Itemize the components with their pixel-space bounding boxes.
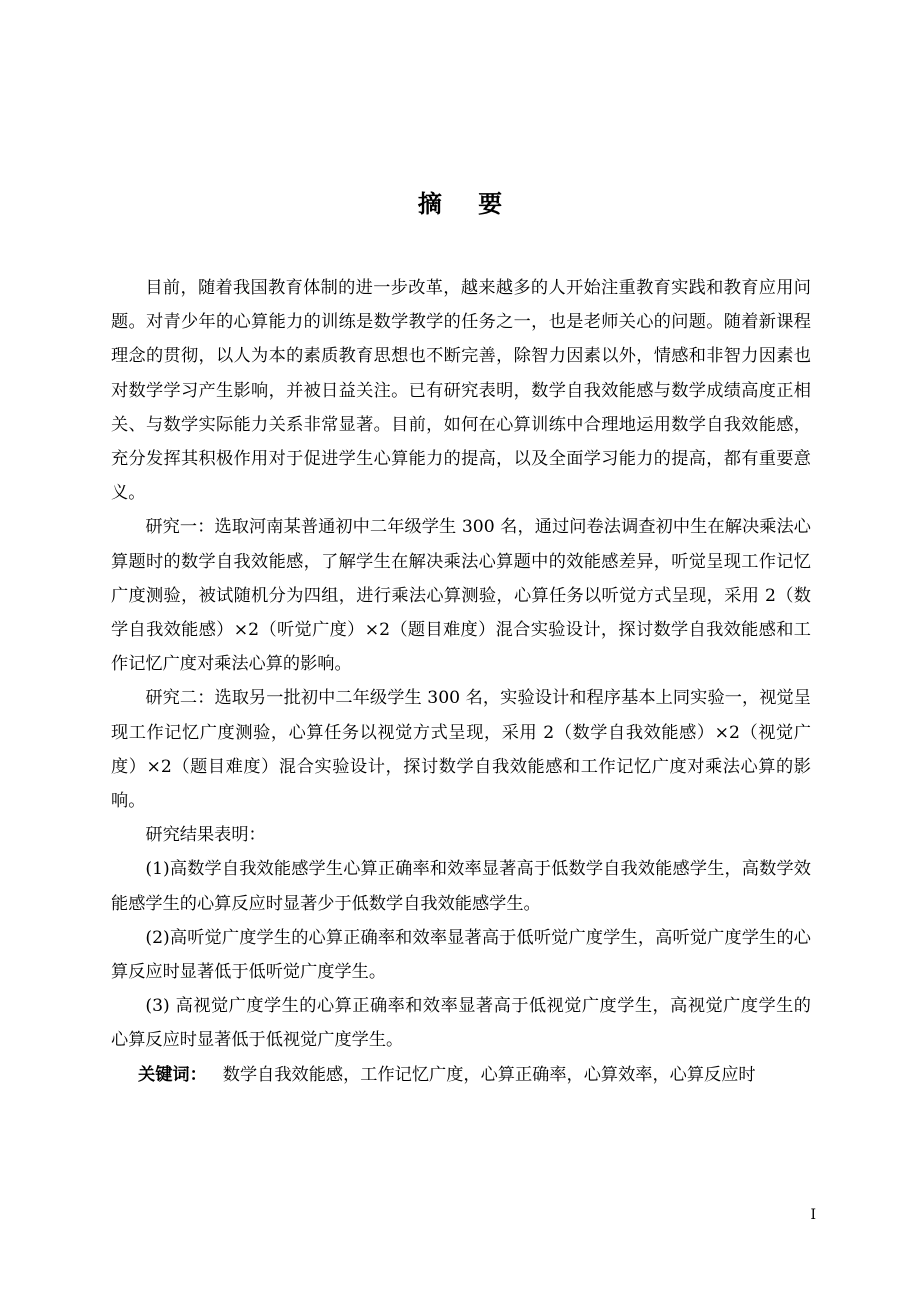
keywords-label: 关键词： — [138, 1064, 207, 1085]
page-title: 摘 要 — [417, 190, 517, 218]
abstract-body — [111, 271, 811, 1092]
paragraph-intro: 目前，随着我国教育体制的进一步改革，越来越多的人开始注重教育实践和教育应用问题。对青少年的心算能力的训练是数学教学的任务之一，也是老师关心的问题。随着新课程理念的贯彻，以人为本的素质教育思想也不断完善，除智力因素以外，情感和非智力因素也对数学学习产生影响，并被日益关注。已有研究表明，数学自我效能感与数学成绩高度正相关、与数学实际能力关系非常显著。目前，如何在心算训练中合理地运用数学自我效能感，充分发挥其积极作用对于促进学生心算能力的提高，以及全面学习能力的提高，都有重要意义。 — [111, 278, 811, 504]
paragraph-result-1: (1)高数学自我效能感学生心算正确率和效率显著高于低数学自我效能感学生，高数学效能感学生的心算反应时显著少于低数学自我效能感学生。 — [111, 859, 811, 914]
keywords-text: 数学自我效能感，工作记忆广度，心算正确率，心算效率，心算反应时 — [222, 1064, 756, 1085]
paragraph-result-2: (2)高听觉广度学生的心算正确率和效率显著高于低听觉广度学生，高听觉广度学生的心算反应时显著低于低听觉广度学生。 — [111, 927, 811, 983]
paragraph-result-3: (3) 高视觉广度学生的心算正确率和效率显著高于低视觉广度学生，高视觉广度学生的心算反应时显著低于低视觉广度学生。 — [111, 996, 811, 1051]
paragraph-study-two: 研究二：选取另一批初中二年级学生 300 名，实验设计和程序基本上同实验一，视觉呈现工作记忆广度测验，心算任务以视觉方式呈现，采用 2（数学自我效能感）×2（视觉广度）×2（题目难度）混合实验设计，探讨数学自我效能感和工作记忆广度对乘法心算的影响。 — [111, 688, 811, 812]
keywords-line — [111, 1058, 811, 1092]
paragraph-study-one: 研究一：选取河南某普通初中二年级学生 300 名，通过问卷法调查初中生在解决乘法心算题时的数学自我效能感，了解学生在解决乘法心算题中的效能感差异，听觉呈现工作记忆广度测验，被试随机分为四组，进行乘法心算测验，心算任务以听觉方式呈现，采用 2（数学自我效能感）×2（听觉广度）×2（题目难度）混合实验设计，探讨数学自我效能感和工作记忆广度对乘法心算的影响。 — [111, 517, 811, 675]
page-number: I — [810, 1207, 816, 1223]
paragraph-results-heading: 研究结果表明： — [145, 825, 266, 846]
